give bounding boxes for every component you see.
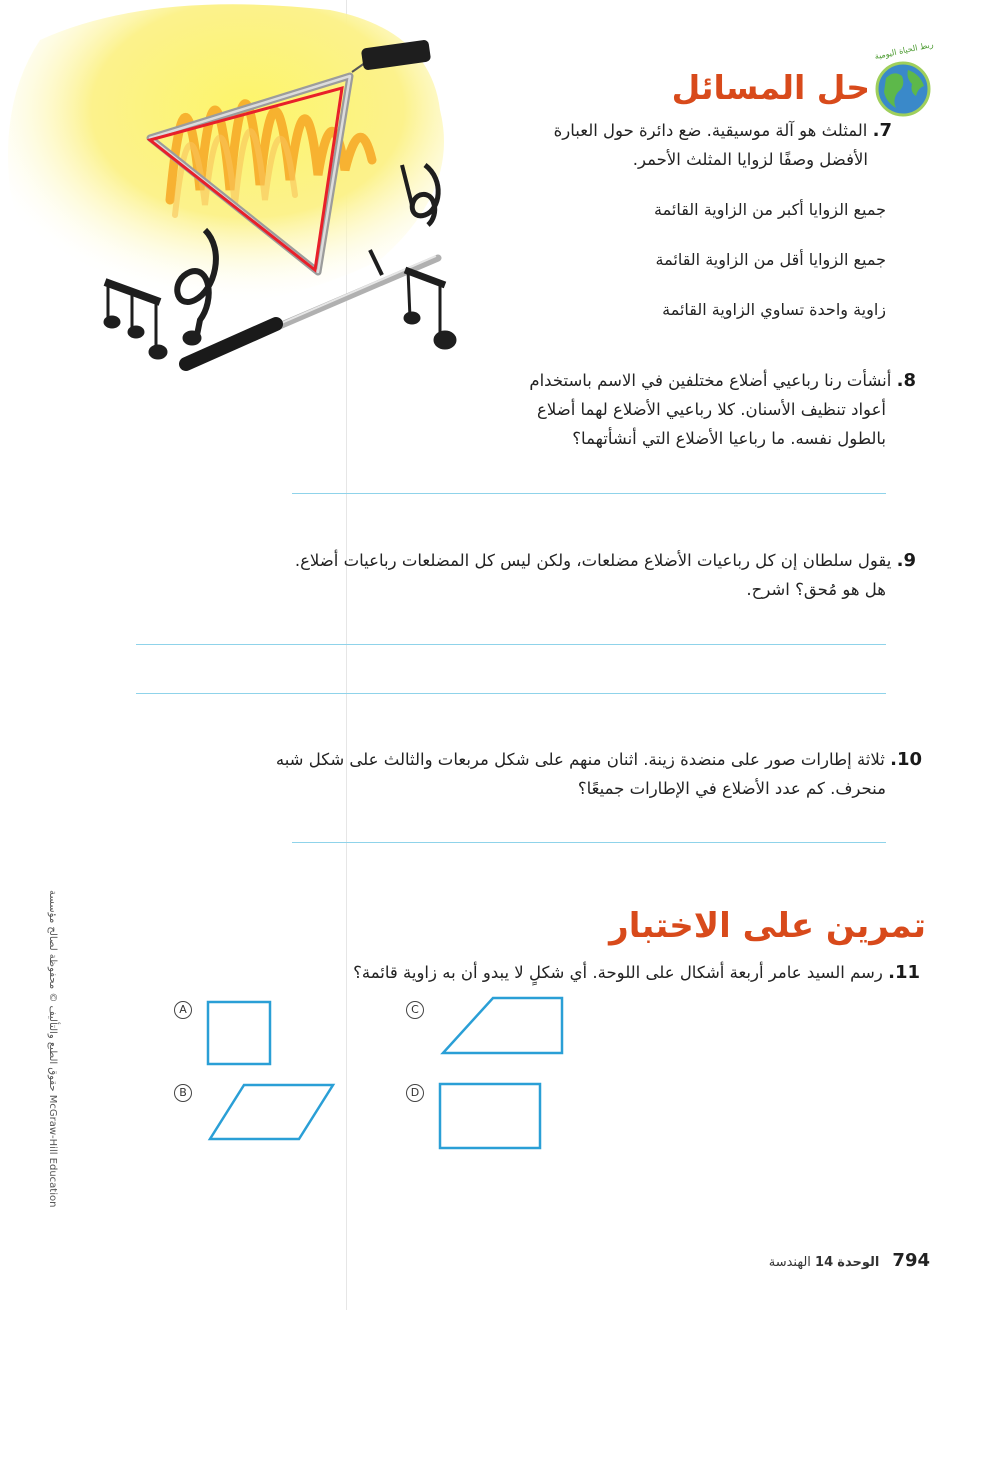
option-all-greater[interactable]: جميع الزوايا أكبر من الزاوية القائمة [654,200,886,219]
unit-label: الوحدة [837,1255,880,1270]
answer-line-q9-2[interactable] [136,693,886,694]
unit-title: الهندسة [768,1255,811,1270]
copyright-vertical: حقوق الطبع والتأليف © محفوظة لصالح مؤسسة McGraw-Hill Education [47,890,58,1208]
question-9: 9. يقول سلطان إن كل رباعيات الأضلاع مضلعات، ولكن ليس كل المضلعات رباعيات أضلاع. هل هو مُحق؟ اشرح. [294,550,916,599]
choice-c-trapezoid[interactable] [440,996,566,1056]
unit-number: 14 [815,1255,834,1270]
globe-icon [872,56,934,118]
globe-caption: ربط الحياة اليومية [873,39,935,62]
choice-c-marker[interactable]: C [406,1001,424,1019]
choice-d-rectangle[interactable] [438,1082,542,1150]
answer-line-q8[interactable] [292,493,886,494]
choice-b-parallelogram[interactable] [206,1082,336,1142]
choice-a-square[interactable] [206,1000,272,1066]
question-8: 8. أنشأت رنا رباعيي أضلاع مختلفين في الاسم باستخدام أعواد تنظيف الأسنان. كلا رباعيي الأضلاع لهما أضلاع بالطول نفسه. ما رباعيا الأضلاع التي أنشأتهما؟ [529,370,916,448]
test-practice-title: تمرين على الاختبار [609,906,926,946]
question-number: 8. [896,370,916,391]
question-number: 10. [890,749,922,770]
triangle-instrument-illustration [0,0,470,380]
question-number: 7. [872,120,892,141]
question-7: 7. المثلث هو آلة موسيقية. ضع دائرة حول العبارة الأفضل وصفًا لزوايا المثلث الأحمر. [553,120,892,169]
option-one-equal[interactable]: زاوية واحدة تساوي الزاوية القائمة [662,300,886,319]
answer-line-q9-1[interactable] [136,644,886,645]
choice-a-marker[interactable]: A [174,1001,192,1019]
section-title: حل المسائل [671,68,870,107]
answer-line-q10[interactable] [292,842,886,843]
option-all-less[interactable]: جميع الزوايا أقل من الزاوية القائمة [655,250,886,269]
question-10: 10. ثلاثة إطارات صور على منضدة زينة. اثنان منهم على شكل مربعات والثالث على شكل شبه منحرف. كم عدد الأضلاع في الإطارات جميعًا؟ [275,749,922,798]
question-11: 11. رسم السيد عامر أربعة أشكال على اللوحة. أي شكلٍ لا يبدو أن به زاوية قائمة؟ [353,962,920,983]
choice-d-marker[interactable]: D [406,1084,424,1102]
question-number: 9. [896,550,916,571]
page-footer [700,1250,930,1271]
page-number: 794 [892,1250,930,1271]
choice-b-marker[interactable]: B [174,1084,192,1102]
question-number: 11. [888,962,920,983]
